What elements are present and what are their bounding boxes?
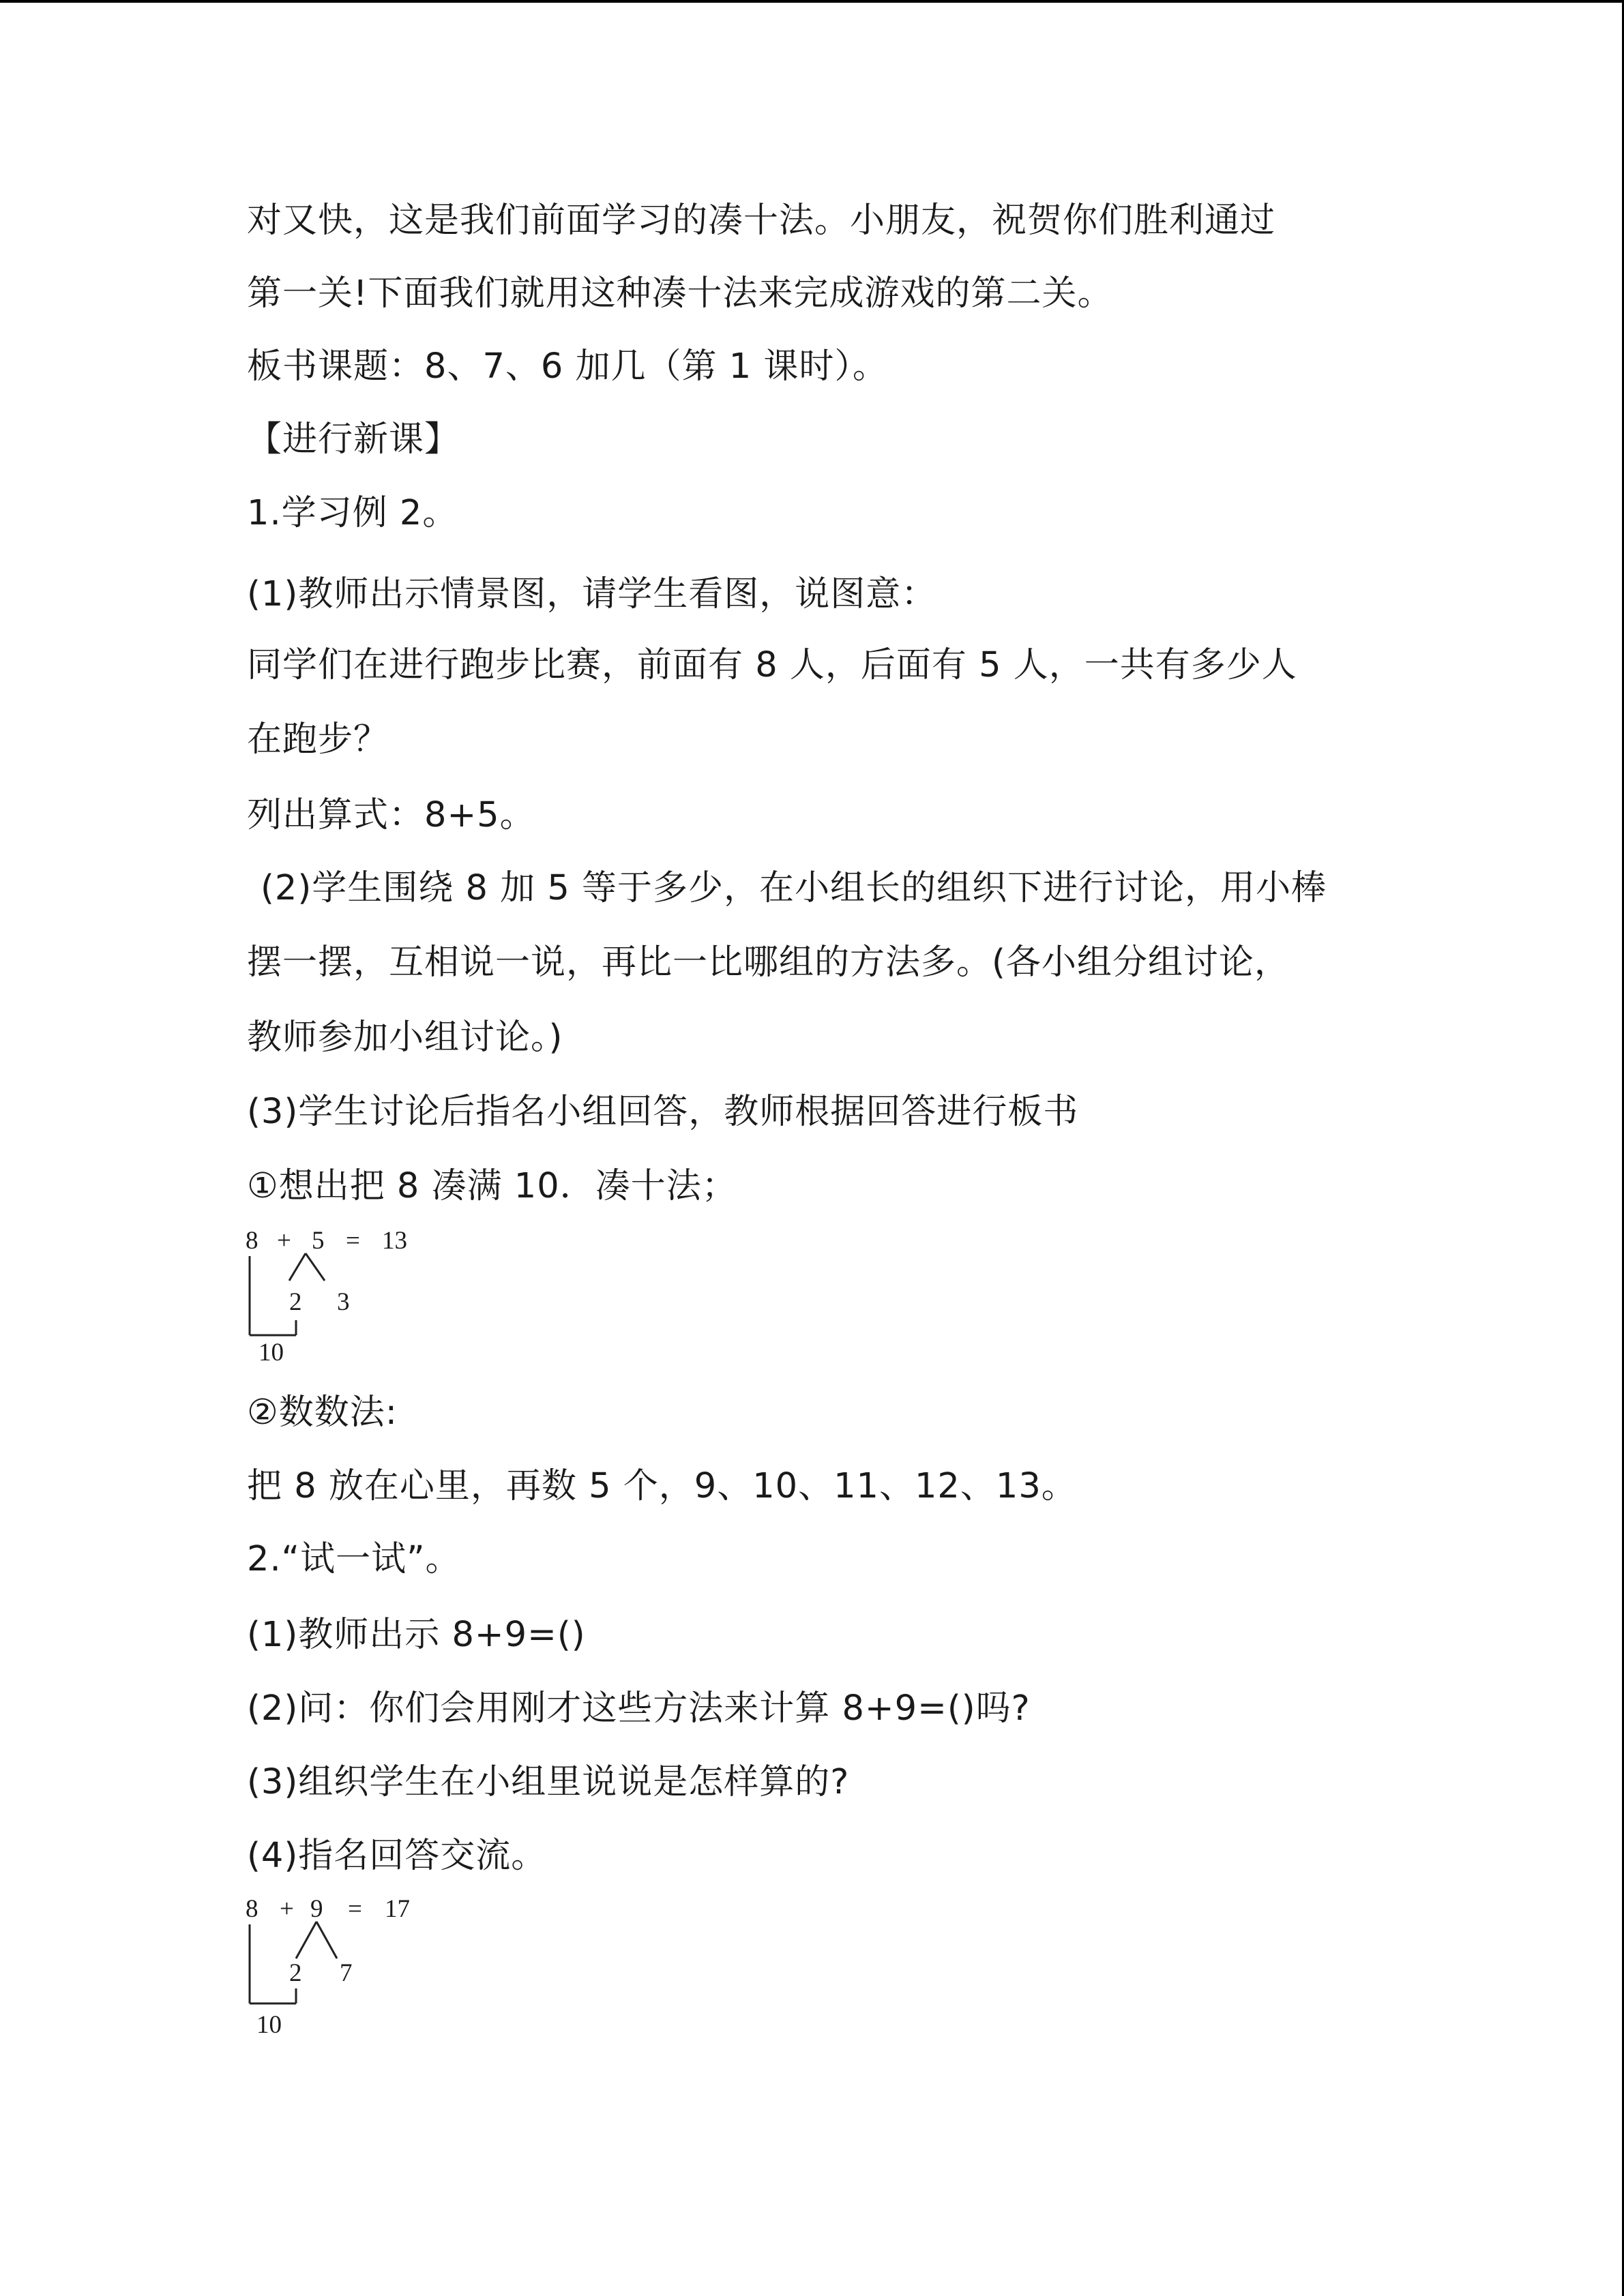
plus-sign: + bbox=[277, 1227, 291, 1255]
text-line: 列出算式：8+5。 bbox=[247, 795, 535, 835]
text-line: (1)教师出示情景图，请学生看图，说图意： bbox=[247, 574, 937, 614]
text-line: 1.学习例 2。 bbox=[247, 493, 458, 533]
text-line: 把 8 放在心里，再数 5 个，9、10、11、12、13。 bbox=[247, 1466, 1077, 1506]
text-line: 在跑步？ bbox=[247, 719, 389, 760]
text-line: 第一关!下面我们就用这种凑十法来完成游戏的第二关。 bbox=[247, 273, 1113, 314]
text-line: 对又快，这是我们前面学习的凑十法。小朋友，祝贺你们胜利通过 bbox=[247, 200, 1276, 241]
split-right: 3 bbox=[337, 1288, 350, 1316]
split-right: 7 bbox=[340, 1959, 353, 1987]
result: 13 bbox=[382, 1227, 407, 1255]
text-line: ①想出把 8 凑满 10．凑十法； bbox=[247, 1166, 737, 1206]
page-top-border bbox=[0, 0, 1624, 3]
addend-b: 5 bbox=[312, 1227, 325, 1255]
text-line: 2.“试一试”。 bbox=[247, 1539, 461, 1579]
text-line: (2)学生围绕 8 加 5 等于多少，在小组长的组织下进行讨论，用小棒 bbox=[261, 868, 1327, 908]
equals-sign: = bbox=[348, 1895, 362, 1923]
make-ten-diagram-1 bbox=[244, 1227, 449, 1371]
text-line: ②数数法: bbox=[247, 1392, 398, 1433]
text-line: 教师参加小组讨论。) bbox=[247, 1017, 563, 1058]
text-line: (4)指名回答交流。 bbox=[247, 1836, 547, 1876]
equals-sign: = bbox=[346, 1227, 360, 1255]
ten-sum: 10 bbox=[256, 2011, 282, 2039]
plus-sign: + bbox=[280, 1895, 294, 1923]
text-line: (2)问：你们会用刚才这些方法来计算 8+9=()吗? bbox=[247, 1688, 1031, 1729]
text-line: (1)教师出示 8+9=() bbox=[247, 1615, 586, 1655]
section-heading: 【进行新课】 bbox=[247, 419, 460, 460]
text-line: 同学们在进行跑步比赛，前面有 8 人，后面有 5 人，一共有多少人 bbox=[247, 645, 1297, 685]
addend-a: 8 bbox=[246, 1227, 259, 1255]
addend-a: 8 bbox=[246, 1895, 259, 1923]
text-line: (3)学生讨论后指名小组回答，教师根据回答进行板书 bbox=[247, 1092, 1079, 1132]
result: 17 bbox=[385, 1895, 410, 1923]
text-line: (3)组织学生在小组里说说是怎样算的? bbox=[247, 1762, 850, 1802]
addend-b: 9 bbox=[310, 1895, 323, 1923]
text-line: 板书课题：8、7、6 加几（第 1 课时）。 bbox=[247, 346, 888, 387]
make-ten-diagram-2 bbox=[244, 1896, 449, 2039]
ten-sum: 10 bbox=[259, 1339, 284, 1367]
split-left: 2 bbox=[289, 1288, 302, 1316]
split-left: 2 bbox=[289, 1959, 302, 1987]
text-line: 摆一摆，互相说一说，再比一比哪组的方法多。(各小组分组讨论， bbox=[247, 942, 1290, 983]
